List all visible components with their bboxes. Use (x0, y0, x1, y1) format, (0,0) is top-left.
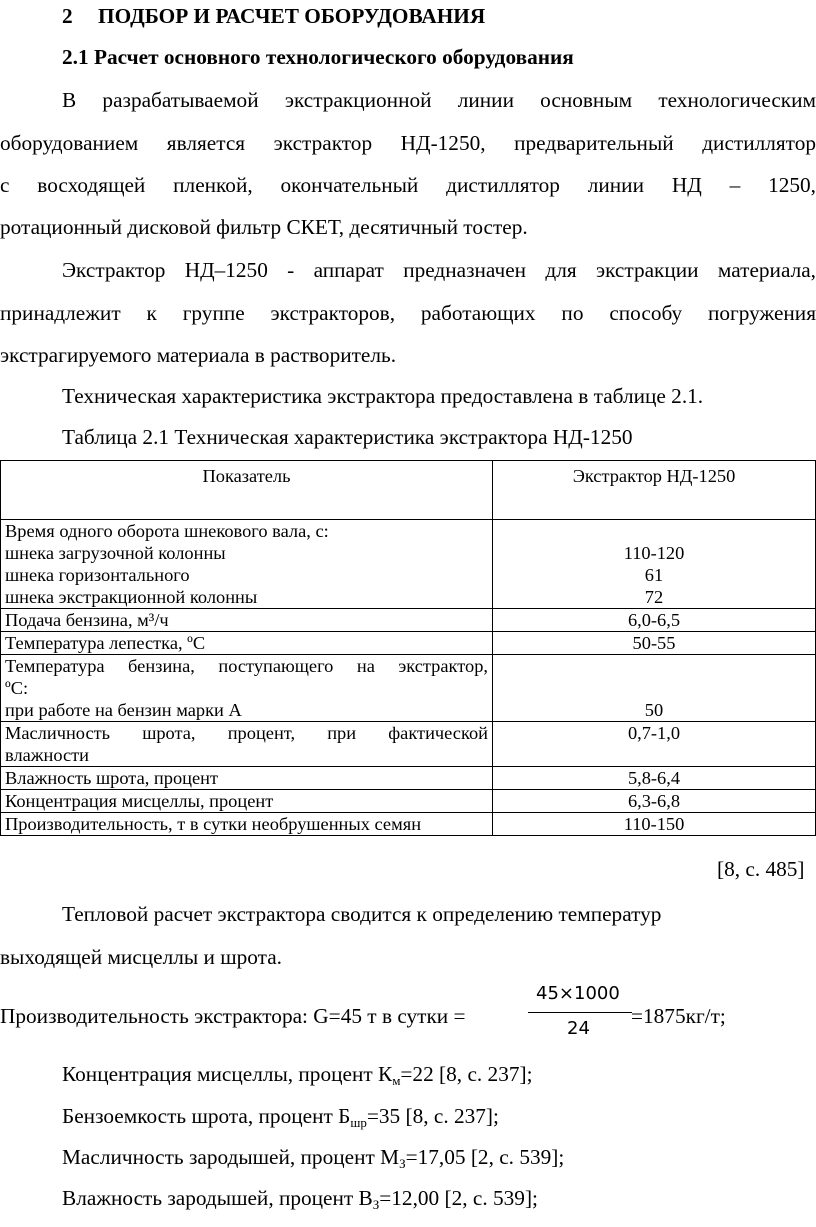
table-row (1, 609, 816, 632)
intro-line-4: ротационный дисковой фильтр СКЕТ, десятичный тостер. (0, 215, 528, 239)
intro-line-1: В разрабатываемой экстракционной линии основным технологическим (62, 88, 816, 112)
intro-line-3: с восходящей пленкой, окончательный дистиллятор линии НД – 1250, (0, 173, 816, 197)
gasoline-temp-label-2: ºС: (5, 678, 29, 698)
productivity-label: Производительность, т в сутки необрушенных семян (1, 813, 493, 836)
rotation-title: Время одного оборота шнекового вала, с: (5, 521, 329, 541)
formula-result: =1875кг/т; (631, 1004, 726, 1028)
thermal-line-2: выходящей мисцеллы и шрота. (0, 945, 282, 969)
gasoline-temp-label-3: при работе на бензин марки А (5, 700, 242, 720)
spec-table (0, 460, 816, 836)
gasoline-temp-label-1: Температура бензина, поступающего на экстрактор, (5, 656, 488, 676)
gasoline-feed-value: 6,0-6,5 (493, 609, 816, 632)
table-row (1, 767, 816, 790)
miscella-conc-value: 6,3-6,8 (493, 790, 816, 813)
oil-content-value: 0,7-1,0 (493, 722, 816, 767)
rotation-value-3: 72 (644, 587, 664, 607)
gasoline-feed-label: Подача бензина, м³/ч (1, 609, 493, 632)
formula-denominator: 24 (567, 1018, 590, 1039)
param-germ-oil: Масличность зародышей, процент $М_З=17,05$ [2, с. 539]; (62, 1145, 565, 1171)
rotation-value-2: 61 (644, 565, 664, 585)
table-row (1, 655, 816, 722)
petal-temp-value: 50-55 (493, 632, 816, 655)
section-heading (62, 4, 485, 29)
petal-temp-label: Температура лепестка, ºС (1, 632, 493, 655)
table-source: [8, с. 485] (717, 857, 805, 881)
param-miscella: Концентрация мисцеллы, процент $К_м=22$ [8, с. 237]; (62, 1062, 533, 1088)
table-caption: Таблица 2.1 Техническая характеристика экстрактора НД-1250 (62, 425, 633, 449)
gasoline-temp-value: 50 (493, 655, 816, 722)
param-meal-benzene: Бензоемкость шрота, процент $Б_{шр}=35$ [8, с. 237]; (62, 1104, 499, 1130)
rotation-label-3: шнека экстракционной колонны (5, 587, 258, 607)
rotation-label-1: шнека загрузочной колонны (5, 543, 226, 563)
oil-content-label-1: Масличность шрота, процент, при фактической (5, 723, 488, 743)
meal-moisture-label: Влажность шрота, процент (1, 767, 493, 790)
formula-numerator: 45×1000 (536, 983, 620, 1004)
table-row (1, 722, 816, 767)
fraction-bar (528, 1012, 632, 1013)
table-row (1, 520, 816, 609)
table-row (1, 632, 816, 655)
intro-line-2: оборудованием является экстрактор НД-1250, предварительный дистиллятор (0, 131, 816, 155)
table-header-row (1, 461, 816, 520)
section-title: ПОДБОР И РАСЧЕТ ОБОРУДОВАНИЯ (98, 4, 486, 28)
extractor-line-3: экстрагируемого материала в растворитель. (0, 343, 397, 367)
extractor-line-2: принадлежит к группе экстракторов, работающих по способу погружения (0, 301, 816, 325)
extractor-line-1: Экстрактор НД–1250 - аппарат предназначен для экстракции материала, (62, 258, 816, 282)
header-extractor: Экстрактор НД-1250 (493, 461, 816, 520)
subsection-heading: 2.1 Расчет основного технологического оборудования (62, 45, 574, 69)
oil-content-label-2: влажности (5, 745, 90, 765)
rotation-label-2: шнека горизонтального (5, 565, 190, 585)
meal-moisture-value: 5,8-6,4 (493, 767, 816, 790)
table-row (1, 813, 816, 836)
thermal-line-1: Тепловой расчет экстрактора сводится к определению температур (62, 902, 662, 926)
section-number: 2 (62, 4, 73, 28)
rotation-value-1: 110-120 (623, 543, 685, 563)
formula-prefix: Производительность экстрактора: G=45 т в сутки = (0, 1004, 466, 1028)
miscella-conc-label: Концентрация мисцеллы, процент (1, 790, 493, 813)
table-row (1, 790, 816, 813)
header-indicator: Показатель (1, 461, 493, 520)
param-germ-moisture: Влажность зародышей, процент $В_З=12,00$ [2, с. 539]; (62, 1186, 538, 1212)
table-reference: Техническая характеристика экстрактора предоставлена в таблице 2.1. (62, 384, 704, 408)
productivity-value: 110-150 (493, 813, 816, 836)
